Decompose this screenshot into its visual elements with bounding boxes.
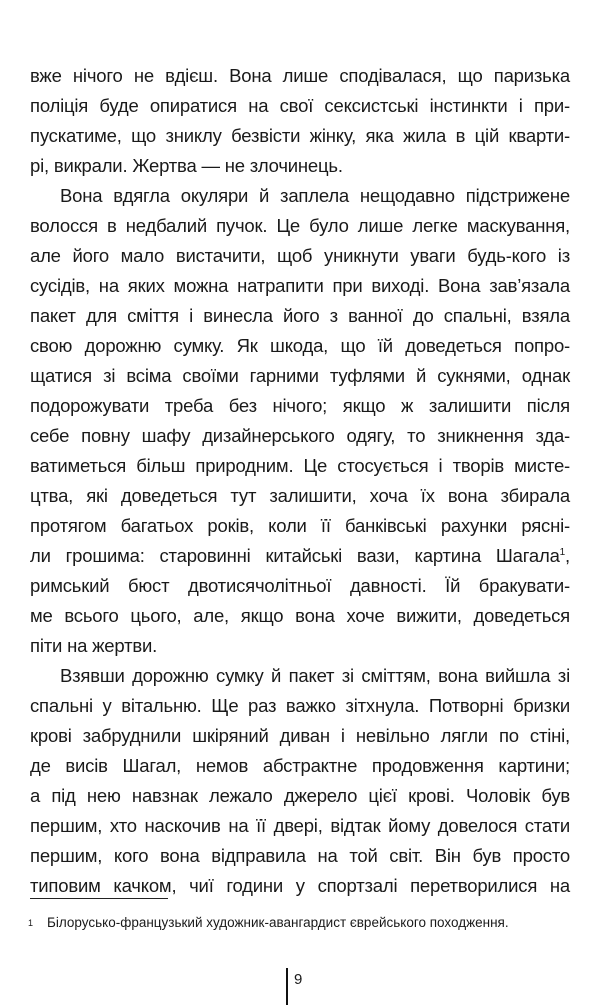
footnote-text: Білорусько-французький художник-авангардист єврейського походження. bbox=[47, 915, 509, 930]
text-line bbox=[0, 631, 600, 661]
page-number-divider bbox=[286, 968, 288, 1005]
line-text: рі, викрали. Жертва — не злочинець. bbox=[30, 155, 343, 176]
line-text: Взявши дорожню сумку й пакет зі сміттям, вона вийшла зі bbox=[60, 665, 570, 686]
line-text: але його мало вистачити, щоб уникнути уваги будь-кого із bbox=[30, 245, 570, 266]
text-line bbox=[0, 151, 600, 181]
text-line bbox=[0, 421, 600, 451]
line-text: піти на жертви. bbox=[30, 635, 158, 656]
footnote-divider bbox=[30, 898, 168, 899]
line-text: подорожувати треба без нічого; якщо ж залишити після bbox=[30, 395, 570, 416]
text-line bbox=[0, 781, 600, 811]
line-text: де висів Шагал, немов абстрактне продовження картини; bbox=[30, 755, 570, 776]
line-text: ли грошима: старовинні китайські вази, картина Шагала bbox=[30, 545, 560, 566]
line-text: цтва, які доведеться тут залишити, хоча їх вона збирала bbox=[30, 485, 570, 506]
text-line bbox=[0, 121, 600, 151]
line-text: пускатиме, що зниклу безвісти жінку, яка жила в цій кварти- bbox=[30, 125, 570, 146]
text-line bbox=[0, 841, 600, 871]
text-line bbox=[0, 271, 600, 301]
footnote-mark: 1 bbox=[28, 918, 34, 928]
text-line bbox=[0, 541, 600, 571]
text-line bbox=[0, 601, 600, 631]
text-line bbox=[0, 721, 600, 751]
footnote-ref-punctuation: , bbox=[565, 545, 570, 566]
line-text: ме всього цього, але, якщо вона хоче вижити, доведеться bbox=[30, 605, 570, 626]
text-line bbox=[0, 511, 600, 541]
text-line bbox=[0, 331, 600, 361]
text-line bbox=[0, 211, 600, 241]
text-line bbox=[0, 91, 600, 121]
text-line bbox=[0, 751, 600, 781]
line-text: а під нею навзнак лежало джерело цієї крові. Чоловік був bbox=[30, 785, 570, 806]
line-text: щатися зі всіма своїми гарними туфлями й сукнями, однак bbox=[30, 365, 570, 386]
line-text: ватиметься більш природним. Це стосується і творів мисте- bbox=[30, 455, 570, 476]
footnote bbox=[28, 914, 588, 932]
text-line bbox=[0, 451, 600, 481]
footnote-reference[interactable]: 1 bbox=[559, 546, 566, 558]
line-text: крові забруднили шкіряний диван і невільно лягли по стіні, bbox=[30, 725, 570, 746]
text-line bbox=[0, 481, 600, 511]
text-line bbox=[0, 181, 600, 211]
text-line bbox=[0, 571, 600, 601]
line-text: протягом багатьох років, коли її банківські рахунки рясні- bbox=[30, 515, 570, 536]
text-line bbox=[0, 661, 600, 691]
text-line bbox=[0, 61, 600, 91]
line-text: вже нічого не вдієш. Вона лише сподівалася, що паризька bbox=[30, 65, 570, 86]
line-text: свою дорожню сумку. Як шкода, що їй доведеться попро- bbox=[30, 335, 570, 356]
page-number: 9 bbox=[294, 971, 303, 988]
text-line bbox=[0, 361, 600, 391]
text-line bbox=[0, 391, 600, 421]
text-line bbox=[0, 871, 600, 901]
line-text: першим, кого вона відправила на той світ. Він був просто bbox=[30, 845, 570, 866]
text-line bbox=[0, 241, 600, 271]
line-text: поліція буде опиратися на свої сексистські інстинкти і при- bbox=[30, 95, 570, 116]
line-text: типовим качком, чиї години у спортзалі перетворилися на bbox=[30, 875, 570, 896]
line-text: першим, хто наскочив на її двері, відтак йому довелося стати bbox=[30, 815, 570, 836]
line-text: спальні у вітальню. Ще раз важко зітхнула. Потворні бризки bbox=[30, 695, 570, 716]
line-text: себе повну шафу дизайнерського одягу, то зникнення зда- bbox=[30, 425, 570, 446]
line-text-with-footnote bbox=[30, 541, 570, 571]
line-text: волосся в недбалий пучок. Це було лише легке маскування, bbox=[30, 215, 570, 236]
text-line bbox=[0, 811, 600, 841]
line-text: римський бюст двотисячолітньої давності. Їй бракувати- bbox=[30, 575, 570, 596]
line-text: Вона вдягла окуляри й заплела нещодавно підстрижене bbox=[60, 185, 570, 206]
text-line bbox=[0, 691, 600, 721]
line-text: сусідів, на яких можна натрапити при виході. Вона зав’язала bbox=[30, 275, 570, 296]
text-line bbox=[0, 301, 600, 331]
line-text: пакет для сміття і винесла його з ванної до спальні, взяла bbox=[30, 305, 570, 326]
